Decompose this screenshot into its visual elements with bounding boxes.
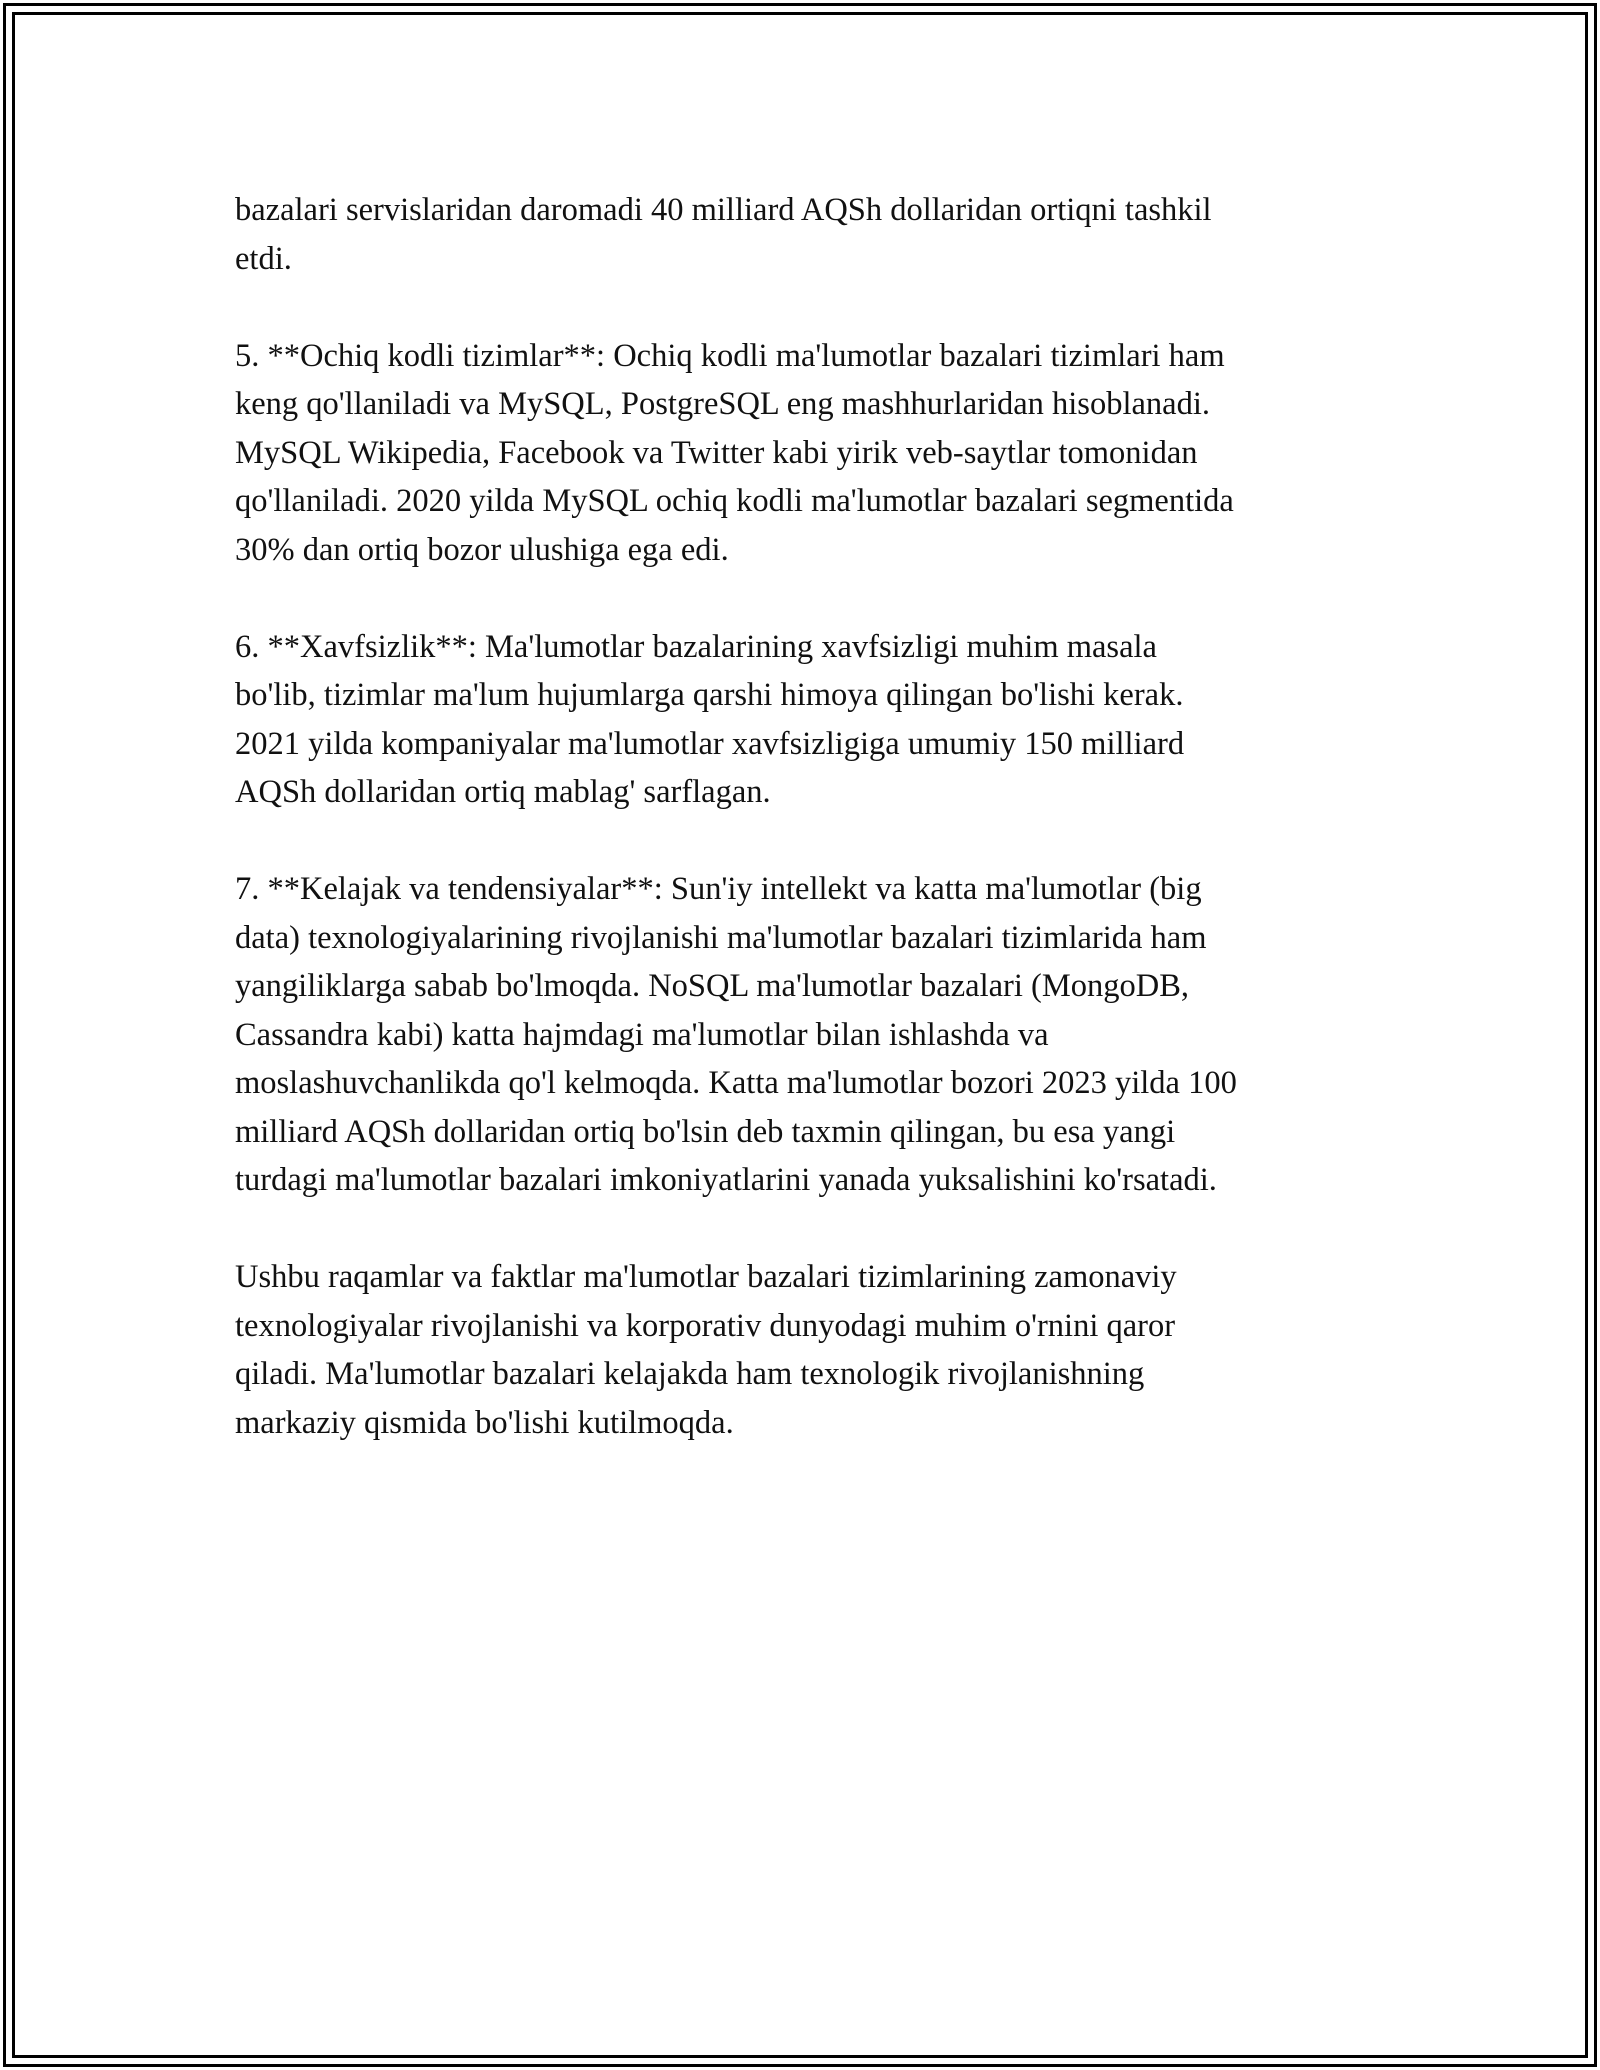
text-line: data) texnologiyalarining rivojlanishi ma'lumotlar bazalari tizimlarida ham — [235, 919, 1207, 956]
paragraph-continuation — [235, 186, 1385, 283]
text-line: 30% dan ortiq bozor ulushiga ega edi. — [235, 531, 729, 568]
text-line: qo'llaniladi. 2020 yilda MySQL ochiq kodli ma'lumotlar bazalari segmentida — [235, 483, 1234, 519]
text-line: AQSh dollaridan ortiq mablag' sarflagan. — [235, 774, 771, 810]
text-line: 7. **Kelajak va tendensiyalar**: Sun'iy intellekt va katta ma'lumotlar (big — [235, 871, 1202, 907]
document-body — [235, 186, 1385, 1496]
text-line: MySQL Wikipedia, Facebook va Twitter kabi yirik veb-saytlar tomonidan — [235, 434, 1198, 471]
paragraph-open-source — [235, 332, 1385, 575]
text-line: bo'lib, tizimlar ma'lum hujumlarga qarshi himoya qilingan bo'lishi kerak. — [235, 677, 1184, 713]
text-line: bazalari servislaridan daromadi 40 milliard AQSh dollaridan ortiqni tashkil — [235, 192, 1212, 228]
paragraph-future-trends — [235, 865, 1385, 1205]
text-line: 2021 yilda kompaniyalar ma'lumotlar xavfsizligiga umumiy 150 milliard — [235, 725, 1185, 762]
text-line: markaziy qismida bo'lishi kutilmoqda. — [235, 1404, 734, 1441]
text-line: yangiliklarga sabab bo'lmoqda. NoSQL ma'lumotlar bazalari (MongoDB, — [235, 968, 1190, 1004]
text-line: moslashuvchanlikda qo'l kelmoqda. Katta ma'lumotlar bozori 2023 yilda 100 — [235, 1065, 1237, 1101]
text-line: qiladi. Ma'lumotlar bazalari kelajakda ham texnologik rivojlanishning — [235, 1356, 1145, 1392]
text-line: turdagi ma'lumotlar bazalari imkoniyatlarini yanada yuksalishini ko'rsatadi. — [235, 1162, 1217, 1198]
text-line: Cassandra kabi) katta hajmdagi ma'lumotlar bilan ishlashda va — [235, 1016, 1049, 1053]
text-line: etdi. — [235, 240, 292, 277]
text-line: keng qo'llaniladi va MySQL, PostgreSQL eng mashhurlaridan hisoblanadi. — [235, 386, 1210, 422]
paragraph-security — [235, 623, 1385, 817]
text-line: Ushbu raqamlar va faktlar ma'lumotlar bazalari tizimlarining zamonaviy — [235, 1259, 1177, 1295]
text-line: texnologiyalar rivojlanishi va korporativ dunyodagi muhim o'rnini qaror — [235, 1307, 1176, 1344]
text-line: milliard AQSh dollaridan ortiq bo'lsin deb taxmin qilingan, bu esa yangi — [235, 1113, 1176, 1150]
paragraph-conclusion — [235, 1253, 1385, 1447]
text-line: 5. **Ochiq kodli tizimlar**: Ochiq kodli ma'lumotlar bazalari tizimlari ham — [235, 337, 1225, 374]
text-line: 6. **Xavfsizlik**: Ma'lumotlar bazalarining xavfsizligi muhim masala — [235, 628, 1157, 665]
